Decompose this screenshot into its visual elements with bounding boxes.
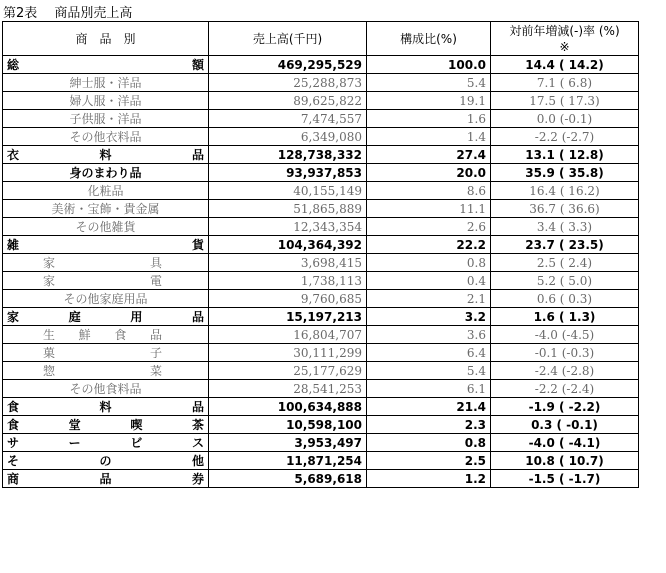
row-growth-cell: 23.7 ( 23.5): [491, 236, 639, 254]
row-name-cell: 総 額: [3, 56, 209, 74]
row-growth-cell: 2.5 ( 2.4): [491, 254, 639, 272]
table-row: [3, 236, 639, 254]
row-sales-cell: 104,364,392: [209, 236, 367, 254]
row-sales-cell: 16,804,707: [209, 326, 367, 344]
row-ratio-cell: 6.4: [367, 344, 491, 362]
row-ratio-cell: 100.0: [367, 56, 491, 74]
row-growth-cell: 10.8 ( 10.7): [491, 452, 639, 470]
table-row: [3, 290, 639, 308]
table-row: [3, 146, 639, 164]
header-row: [3, 22, 639, 56]
row-name-cell: 美術・宝飾・貴金属: [3, 200, 209, 218]
row-growth-cell: -2.2 (-2.7): [491, 128, 639, 146]
row-ratio-cell: 3.2: [367, 308, 491, 326]
row-name-cell: 食 料 品: [3, 398, 209, 416]
row-sales-cell: 51,865,889: [209, 200, 367, 218]
row-growth-cell: -0.1 (-0.3): [491, 344, 639, 362]
header-growth-label: 対前年増減(-)率 (%): [509, 23, 620, 38]
row-ratio-cell: 27.4: [367, 146, 491, 164]
row-name-cell: 衣 料 品: [3, 146, 209, 164]
row-ratio-cell: 1.2: [367, 470, 491, 488]
table-row: [3, 218, 639, 236]
row-name-cell: 商 品 券: [3, 470, 209, 488]
row-growth-cell: -2.2 (-2.4): [491, 380, 639, 398]
row-sales-cell: 28,541,253: [209, 380, 367, 398]
row-name-cell: 化粧品: [3, 182, 209, 200]
row-sales-cell: 100,634,888: [209, 398, 367, 416]
row-sales-cell: 11,871,254: [209, 452, 367, 470]
row-ratio-cell: 6.1: [367, 380, 491, 398]
row-ratio-cell: 0.4: [367, 272, 491, 290]
row-growth-cell: 17.5 ( 17.3): [491, 92, 639, 110]
row-sales-cell: 469,295,529: [209, 56, 367, 74]
row-growth-cell: 0.3 ( -0.1): [491, 416, 639, 434]
row-name-cell: その他衣料品: [3, 128, 209, 146]
row-ratio-cell: 3.6: [367, 326, 491, 344]
row-name-cell: 惣 菜: [3, 362, 209, 380]
sales-by-product-table: [2, 21, 639, 488]
row-growth-cell: 0.0 (-0.1): [491, 110, 639, 128]
row-ratio-cell: 0.8: [367, 434, 491, 452]
table-row: [3, 74, 639, 92]
table-row: [3, 380, 639, 398]
row-name-cell: 家 庭 用 品: [3, 308, 209, 326]
row-growth-cell: -1.9 ( -2.2): [491, 398, 639, 416]
row-name-cell: 菓 子: [3, 344, 209, 362]
row-sales-cell: 30,111,299: [209, 344, 367, 362]
table-row: [3, 200, 639, 218]
row-ratio-cell: 2.1: [367, 290, 491, 308]
row-ratio-cell: 20.0: [367, 164, 491, 182]
table-row: [3, 56, 639, 74]
row-name-cell: 身のまわり品: [3, 164, 209, 182]
row-sales-cell: 3,698,415: [209, 254, 367, 272]
row-name-cell: 雑 貨: [3, 236, 209, 254]
row-name-cell: 食 堂 喫 茶: [3, 416, 209, 434]
row-sales-cell: 15,197,213: [209, 308, 367, 326]
row-ratio-cell: 5.4: [367, 362, 491, 380]
header-product: 商 品 別: [3, 22, 209, 56]
row-sales-cell: 9,760,685: [209, 290, 367, 308]
table-row: [3, 110, 639, 128]
row-name-cell: 婦人服・洋品: [3, 92, 209, 110]
table-row: [3, 434, 639, 452]
row-growth-cell: 0.6 ( 0.3): [491, 290, 639, 308]
table-row: [3, 164, 639, 182]
row-sales-cell: 7,474,557: [209, 110, 367, 128]
table-row: [3, 92, 639, 110]
table-row: [3, 398, 639, 416]
row-ratio-cell: 1.6: [367, 110, 491, 128]
row-growth-cell: 36.7 ( 36.6): [491, 200, 639, 218]
row-growth-cell: -4.0 ( -4.1): [491, 434, 639, 452]
row-sales-cell: 40,155,149: [209, 182, 367, 200]
row-sales-cell: 10,598,100: [209, 416, 367, 434]
row-ratio-cell: 19.1: [367, 92, 491, 110]
row-ratio-cell: 1.4: [367, 128, 491, 146]
row-ratio-cell: 2.6: [367, 218, 491, 236]
table-row: [3, 128, 639, 146]
row-growth-cell: 7.1 ( 6.8): [491, 74, 639, 92]
row-ratio-cell: 2.5: [367, 452, 491, 470]
row-name-cell: その他食料品: [3, 380, 209, 398]
row-ratio-cell: 21.4: [367, 398, 491, 416]
row-growth-cell: 5.2 ( 5.0): [491, 272, 639, 290]
row-name-cell: サ ー ビ ス: [3, 434, 209, 452]
row-name-cell: その他雑貨: [3, 218, 209, 236]
row-growth-cell: -2.4 (-2.8): [491, 362, 639, 380]
row-growth-cell: -4.0 (-4.5): [491, 326, 639, 344]
row-name-cell: 紳士服・洋品: [3, 74, 209, 92]
row-sales-cell: 1,738,113: [209, 272, 367, 290]
table-row: [3, 470, 639, 488]
row-ratio-cell: 0.8: [367, 254, 491, 272]
table-body: [3, 56, 639, 488]
header-growth: [491, 22, 639, 56]
row-ratio-cell: 2.3: [367, 416, 491, 434]
row-sales-cell: 6,349,080: [209, 128, 367, 146]
table-row: [3, 272, 639, 290]
row-growth-cell: 13.1 ( 12.8): [491, 146, 639, 164]
row-sales-cell: 12,343,354: [209, 218, 367, 236]
table-title: 第2表 商品別売上高: [3, 6, 133, 21]
table-row: [3, 254, 639, 272]
row-name-cell: 生 鮮 食 品: [3, 326, 209, 344]
header-growth-note: ※: [559, 39, 570, 54]
row-ratio-cell: 8.6: [367, 182, 491, 200]
row-name-cell: 子供服・洋品: [3, 110, 209, 128]
row-ratio-cell: 22.2: [367, 236, 491, 254]
row-ratio-cell: 11.1: [367, 200, 491, 218]
row-name-cell: 家 具: [3, 254, 209, 272]
table-row: [3, 344, 639, 362]
row-sales-cell: 128,738,332: [209, 146, 367, 164]
row-name-cell: そ の 他: [3, 452, 209, 470]
header-sales: 売上高(千円): [209, 22, 367, 56]
row-sales-cell: 5,689,618: [209, 470, 367, 488]
row-growth-cell: 3.4 ( 3.3): [491, 218, 639, 236]
row-name-cell: 家 電: [3, 272, 209, 290]
row-sales-cell: 3,953,497: [209, 434, 367, 452]
row-sales-cell: 89,625,822: [209, 92, 367, 110]
row-growth-cell: 35.9 ( 35.8): [491, 164, 639, 182]
table-row: [3, 452, 639, 470]
row-sales-cell: 93,937,853: [209, 164, 367, 182]
header-ratio: 構成比(%): [367, 22, 491, 56]
row-growth-cell: 1.6 ( 1.3): [491, 308, 639, 326]
table-row: [3, 362, 639, 380]
row-name-cell: その他家庭用品: [3, 290, 209, 308]
table-row: [3, 326, 639, 344]
row-sales-cell: 25,177,629: [209, 362, 367, 380]
table-row: [3, 308, 639, 326]
row-growth-cell: 16.4 ( 16.2): [491, 182, 639, 200]
row-sales-cell: 25,288,873: [209, 74, 367, 92]
row-ratio-cell: 5.4: [367, 74, 491, 92]
table-row: [3, 182, 639, 200]
row-growth-cell: 14.4 ( 14.2): [491, 56, 639, 74]
table-row: [3, 416, 639, 434]
row-growth-cell: -1.5 ( -1.7): [491, 470, 639, 488]
